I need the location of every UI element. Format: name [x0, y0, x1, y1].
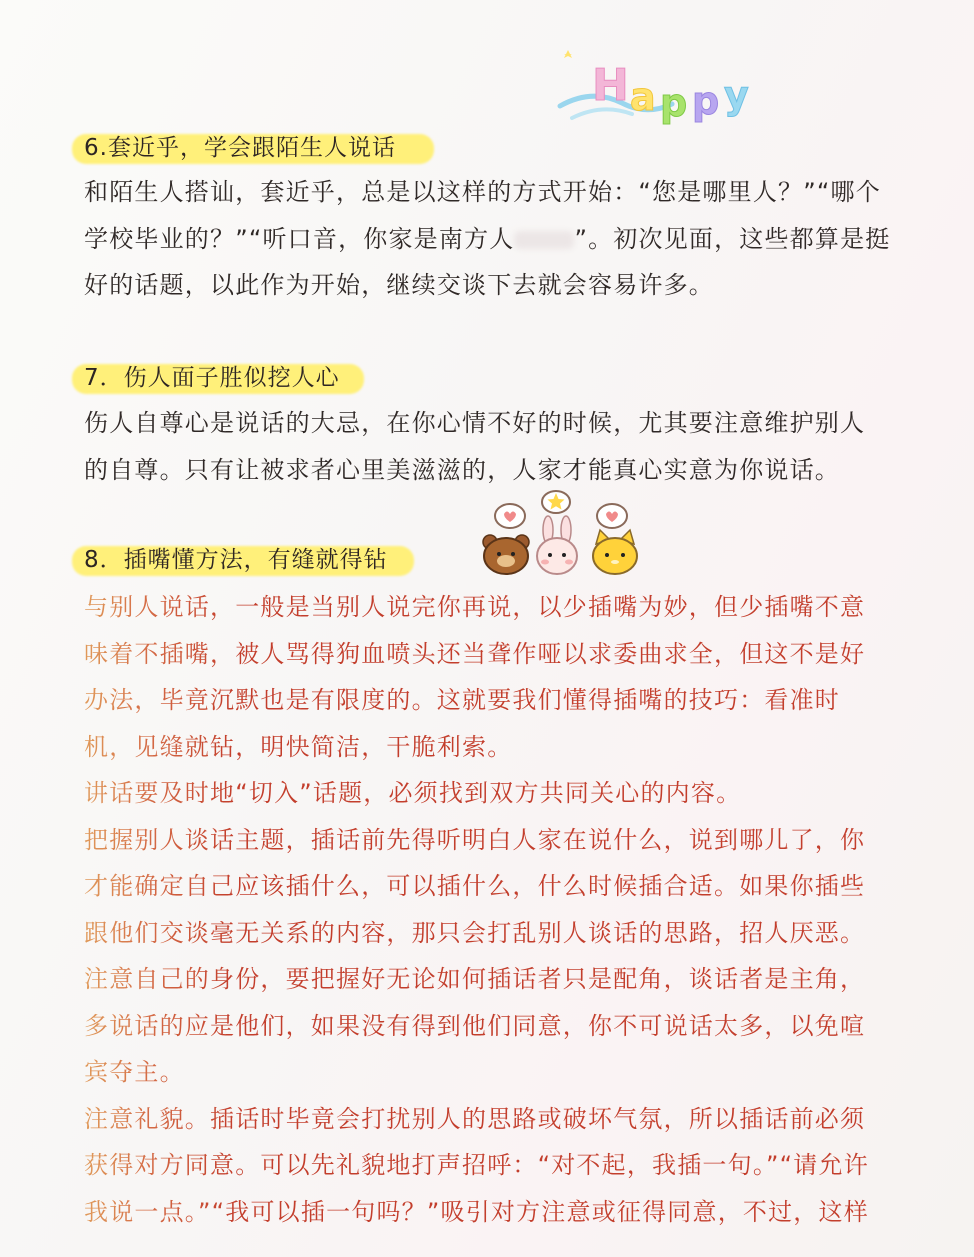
section-6-heading-text: 6.套近乎，学会跟陌生人说话	[84, 135, 396, 161]
svg-text:p: p	[660, 81, 688, 125]
body-line: 与别人说话，一般是当别人说完你再说，以少插嘴为妙，但少插嘴不意	[84, 584, 914, 631]
body-line: 的自尊。只有让被求者心里美滋滋的，人家才能真心实意为你说话。	[84, 455, 840, 484]
body-line: 讲话要及时地“切入”话题，必须找到双方共同关心的内容。	[84, 770, 914, 817]
body-line: 才能确定自己应该插什么，可以插什么，什么时候插合适。如果你插些	[84, 863, 914, 910]
body-line: 好的话题，以此作为开始，继续交谈下去就会容易许多。	[84, 271, 714, 299]
body-line: 我说一点。”“我可以插一句吗？”吸引对方注意或征得同意，不过，这样	[84, 1189, 914, 1236]
section-7-body	[84, 400, 914, 493]
body-line-part: 学校毕业的？”“听口音，你家是南方人	[84, 224, 515, 253]
section-6-heading	[78, 128, 448, 168]
body-line: 宾夺主。	[84, 1049, 914, 1096]
svg-text:y: y	[724, 73, 749, 117]
svg-text:a: a	[630, 75, 656, 119]
section-6-body	[84, 169, 914, 309]
section-8-heading-text: 8．插嘴懂方法，有缝就得钻	[84, 547, 388, 573]
blurred-mark	[514, 231, 574, 249]
body-line: 注意礼貌。插话时毕竟会打扰别人的思路或破坏气氛，所以插话前必须	[84, 1096, 914, 1143]
body-line: 跟他们交谈毫无关系的内容，那只会打乱别人谈话的思路，招人厌恶。	[84, 910, 914, 957]
svg-text:p: p	[692, 79, 720, 123]
animal-friends-icon	[478, 488, 650, 580]
happy-letter-h: H	[592, 60, 629, 111]
section-7-heading	[78, 358, 378, 398]
body-line: 把握别人谈话主题，插话前先得听明白人家在说什么，说到哪儿了，你	[84, 817, 914, 864]
section-8-heading	[78, 540, 428, 580]
body-line: 办法，毕竟沉默也是有限度的。这就要我们懂得插嘴的技巧：看准时	[84, 677, 914, 724]
body-line: 和陌生人搭讪，套近乎，总是以这样的方式开始：“您是哪里人？”“哪个	[84, 178, 881, 206]
section-7-heading-text: 7．伤人面子胜似挖人心	[84, 365, 340, 391]
body-line: 多说话的应是他们，如果没有得到他们同意，你不可说话太多，以免喧	[84, 1003, 914, 1050]
body-line: 注意自己的身份，要把握好无论如何插话者只是配角，谈话者是主角，	[84, 956, 914, 1003]
body-line: 伤人自尊心是说话的大忌，在你心情不好的时候，尤其要注意维护别人	[84, 409, 866, 437]
body-line-part: ”。初次见面，这些都算是挺	[574, 224, 891, 253]
section-8-body	[84, 584, 914, 1235]
happy-sticker-icon	[552, 48, 782, 138]
body-line: 获得对方同意。可以先礼貌地打声招呼：“对不起，我插一句。”“请允许	[84, 1142, 914, 1189]
body-line	[84, 216, 914, 263]
body-line: 机，见缝就钻，明快简洁，干脆利索。	[84, 724, 914, 771]
body-line: 味着不插嘴，被人骂得狗血喷头还当聋作哑以求委曲求全，但这不是好	[84, 631, 914, 678]
